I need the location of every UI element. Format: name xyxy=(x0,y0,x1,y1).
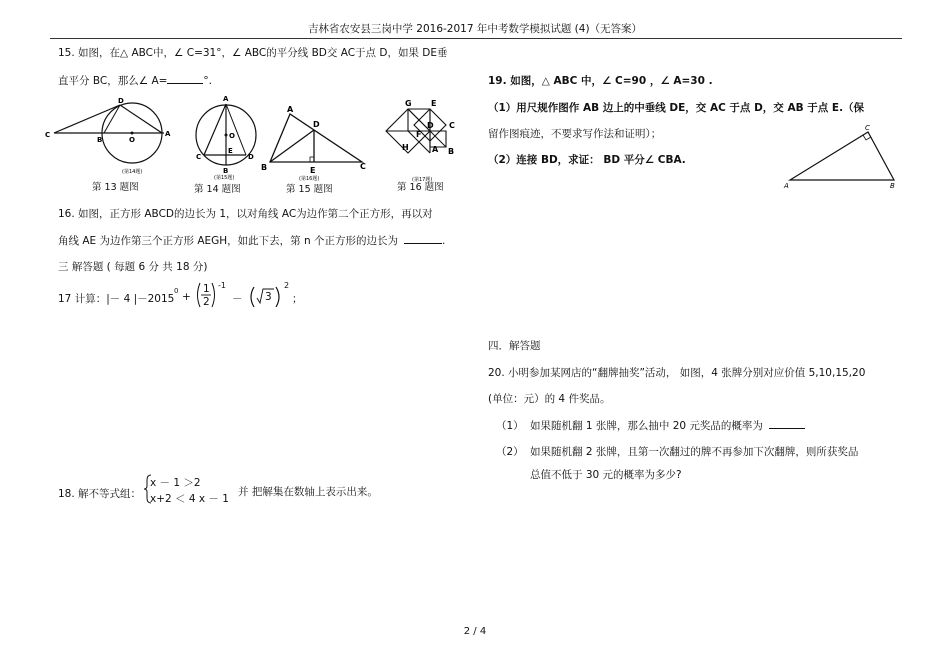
f13-label-O: O xyxy=(129,136,135,144)
q19-label-B: B xyxy=(890,182,895,190)
q17-exp-neg1: -1 xyxy=(218,281,226,290)
q17-exp0: 0 xyxy=(174,287,179,295)
q16-line2 xyxy=(58,233,445,248)
q20-line1: 20. 小明参加某网店的“翻牌抽奖”活动， 如图，4 张牌分别对应价值 5,10,15,20 xyxy=(488,367,866,379)
f14-small-caption: (第15题) xyxy=(214,175,235,180)
q16-line1: 16. 如图，正方形 ABCD的边长为 1，以对角线 AC为边作第二个正方形，再以对 xyxy=(58,208,433,220)
f14-label-B: B xyxy=(223,167,229,175)
f13-label-B: B xyxy=(97,136,103,144)
q17-frac-num: 1 xyxy=(203,283,210,295)
figure-15 xyxy=(258,102,373,182)
f15-small-caption: (第16题) xyxy=(299,176,320,182)
q17-minus: － xyxy=(232,293,243,305)
q17-exp2: 2 xyxy=(284,281,290,290)
f16-label-E: E xyxy=(431,99,437,108)
header-rule xyxy=(50,38,902,39)
figure-16 xyxy=(378,95,463,183)
fig14-caption: 第 14 题图 xyxy=(194,184,241,195)
f14-label-C: C xyxy=(196,153,202,161)
q17-frac-den: 2 xyxy=(203,296,210,308)
f13-small-caption: (第14题) xyxy=(122,169,143,175)
q18-inequality-1: x － 1 ＞2 xyxy=(150,477,201,489)
q15-line1: 15. 如图，在△ ABC中，∠ C=31°，∠ ABC的平分线 BD交 AC于点 D，如果 DE垂 xyxy=(58,47,448,59)
q20-part1 xyxy=(530,418,805,433)
fig13-caption: 第 13 题图 xyxy=(92,182,139,193)
f14-label-O: O xyxy=(229,132,235,140)
q20-part2: 如果随机翻 2 张牌，且第一次翻过的牌不再参加下次翻牌，则所获奖品 xyxy=(530,446,859,458)
q17-sqrt-arg: 3 xyxy=(265,291,272,303)
f14-label-A: A xyxy=(223,95,229,103)
figure-14 xyxy=(190,95,260,180)
fig16-caption: 第 16 题图 xyxy=(397,182,444,193)
page-number: 2 / 4 xyxy=(463,626,487,637)
f13-label-D: D xyxy=(118,97,124,105)
q17-prefix: 17 计算：|－ 4 |－2015 xyxy=(58,293,175,305)
f15-label-A: A xyxy=(287,105,294,114)
q19-label-C: C xyxy=(865,124,870,132)
q15-line2 xyxy=(58,73,212,88)
f14-label-D: D xyxy=(248,153,254,161)
q19-triangle-figure xyxy=(782,120,900,192)
section-3-heading: 三 解答题 ( 每题 6 分 共 18 分) xyxy=(58,261,208,273)
f16-label-H: H xyxy=(402,143,409,152)
q18-prefix: 18. 解不等式组： xyxy=(58,488,142,500)
f15-label-E: E xyxy=(310,166,316,175)
q18-suffix: 并 把解集在数轴上表示出来。 xyxy=(238,486,378,498)
page-header: 吉林省农安县三岗中学 2016-2017 年中考数学模拟试题 (4)（无答案） xyxy=(307,23,643,35)
q15-answer-blank xyxy=(167,73,203,84)
q20-part1-number: （1） xyxy=(496,420,524,432)
f16-label-C: C xyxy=(449,121,455,130)
q19-label-A: A xyxy=(784,182,789,190)
q20-answer-blank xyxy=(769,418,805,429)
q17-end: ； xyxy=(292,293,303,305)
f16-label-B: B xyxy=(448,147,455,156)
f16-label-A: A xyxy=(432,145,439,154)
f15-label-B: B xyxy=(261,163,268,172)
q15-line2-text: 直平分 BC，那么∠ A= xyxy=(58,75,168,87)
q20-part1-text: 如果随机翻 1 张牌，那么抽中 20 元奖品的概率为 xyxy=(530,420,763,432)
q20-part2-continued: 总值不低于 30 元的概率为多少? xyxy=(530,469,682,481)
q20-line2: (单位：元）的 4 件奖品。 xyxy=(488,393,611,405)
f16-label-G: G xyxy=(405,99,412,108)
f16-label-D: D xyxy=(427,121,434,130)
f13-label-C: C xyxy=(45,131,51,139)
fig15-caption: 第 15 题图 xyxy=(286,184,333,195)
section-4-heading: 四．解答题 xyxy=(488,340,541,352)
f16-small-caption: (第17题) xyxy=(412,177,433,183)
q16-line2-text: 角线 AE 为边作第三个正方形 AEGH，如此下去，第 n 个正方形的边长为 xyxy=(58,235,399,247)
q19-line2: （1）用尺规作图作 AB 边上的中垂线 DE，交 AC 于点 D，交 AB 于点 E.（保 xyxy=(488,102,865,114)
q17-plus: + xyxy=(182,291,191,303)
f15-label-C: C xyxy=(360,162,366,171)
q16-answer-blank xyxy=(404,233,442,244)
f16-label-F: F xyxy=(416,130,422,139)
f15-label-D: D xyxy=(313,120,320,129)
q16-line2-end: . xyxy=(442,235,446,247)
q19-line4: （2）连接 BD，求证： BD 平分∠ CBA. xyxy=(488,154,686,166)
f13-label-A: A xyxy=(165,130,171,138)
q19-line1: 19. 如图，△ ABC 中，∠ C=90 ，∠ A=30 . xyxy=(488,75,713,87)
figure-13 xyxy=(42,95,177,180)
f14-label-E: E xyxy=(228,147,233,155)
q19-line3: 留作图痕迹，不要求写作法和证明）； xyxy=(488,128,662,140)
q18-inequality-2: x+2 ＜ 4 x － 1 xyxy=(150,493,229,505)
q15-line2-end: °. xyxy=(203,75,213,87)
q20-part2-number: （2） xyxy=(496,446,524,458)
